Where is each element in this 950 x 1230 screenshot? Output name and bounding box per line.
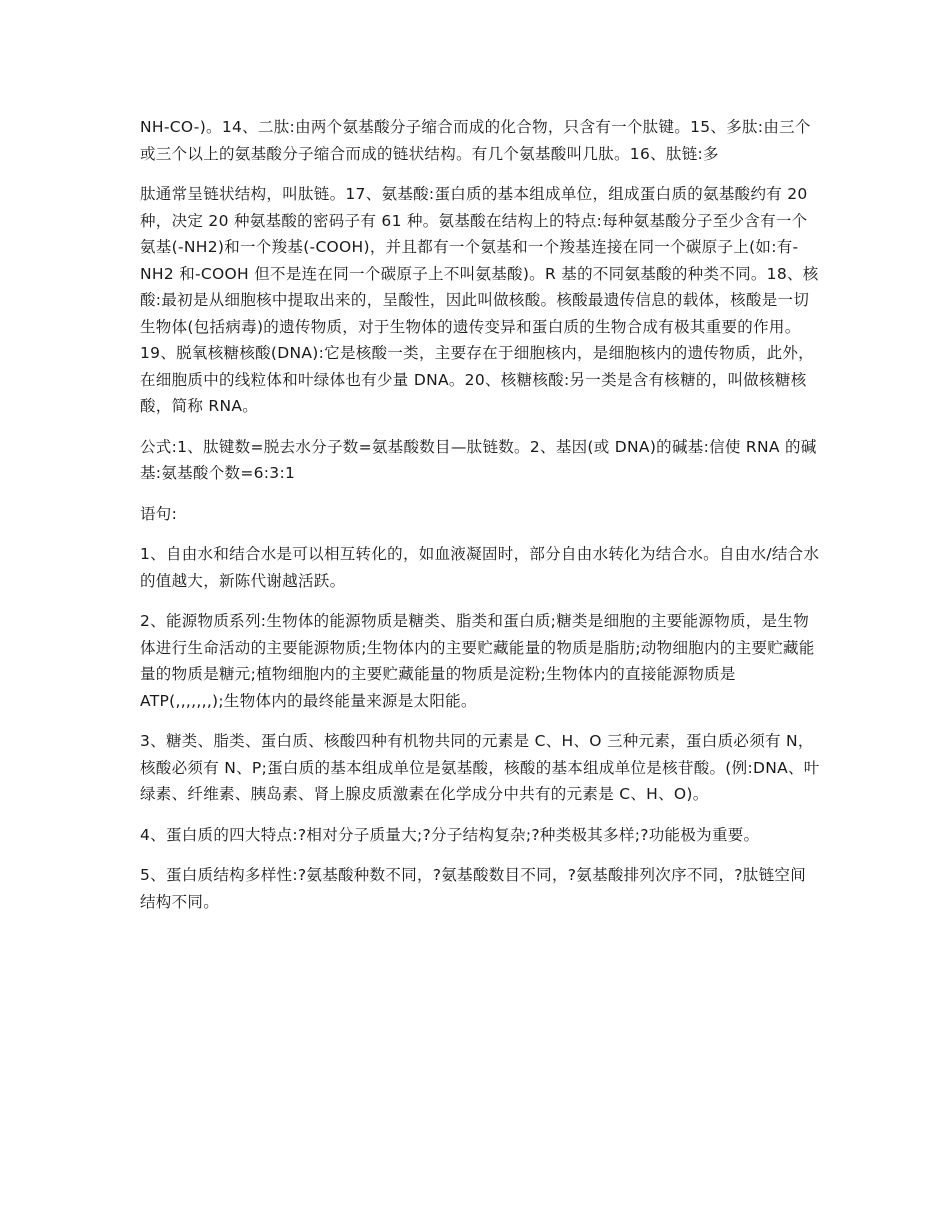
document-page [140, 114, 820, 929]
paragraph-amino-acid-nucleic-acid: 肽通常呈链状结构，叫肽链。17、氨基酸:蛋白质的基本组成单位，组成蛋白质的氨基酸约有 20 种，决定 20 种氨基酸的密码子有 61 种。氨基酸在结构上的特点:每种氨基酸分子至少含有一个氨基(-NH2)和一个羧基(-COOH)，并且都有一个氨基和一个羧基连接在同一个碳原子上(如:有-NH2 和-COOH 但不是连在同一个碳原子上不叫氨基酸)。R 基的不同氨基酸的种类不同。18、核酸:最初是从细胞核中提取出来的，呈酸性，因此叫做核酸。核酸最遗传信息的载体，核酸是一切生物体(包括病毒)的遗传物质，对于生物体的遗传变异和蛋白质的生物合成有极其重要的作用。19、脱氧核糖核酸(DNA):它是核酸一类，主要存在于细胞核内，是细胞核内的遗传物质，此外，在细胞质中的线粒体和叶绿体也有少量 DNA。20、核糖核酸:另一类是含有核糖的，叫做核糖核酸，简称 RNA。 [140, 185, 819, 415]
statement-item-1: 1、自由水和结合水是可以相互转化的，如血液凝固时，部分自由水转化为结合水。自由水/结合水的值越大，新陈代谢越活跃。 [140, 545, 820, 590]
section-heading-statements: 语句: [140, 504, 178, 523]
statement-item-5: 5、蛋白质结构多样性:?氨基酸种数不同，?氨基酸数目不同，?氨基酸排列次序不同，?肽链空间结构不同。 [140, 866, 806, 911]
statement-item-2: 2、能源物质系列:生物体的能源物质是糖类、脂类和蛋白质;糖类是细胞的主要能源物质，是生物体进行生命活动的主要能源物质;生物体内的主要贮藏能量的物质是脂肪;动物细胞内的主要贮藏能量的物质是糖元;植物细胞内的主要贮藏能量的物质是淀粉;生物体内的直接能源物质是 ATP(,,,,,,,);生物体内的最终能量来源是太阳能。 [140, 612, 815, 710]
paragraph-formulas: 公式:1、肽键数=脱去水分子数=氨基酸数目—肽链数。2、基因(或 DNA)的碱基:信使 RNA 的碱基:氨基酸个数=6:3:1 [140, 437, 817, 482]
statement-item-3: 3、糖类、脂类、蛋白质、核酸四种有机物共同的元素是 C、H、O 三种元素，蛋白质必须有 N，核酸必须有 N、P;蛋白质的基本组成单位是氨基酸，核酸的基本组成单位是核苷酸。(例:DNA、叶绿素、纤维素、胰岛素、肾上腺皮质激素在化学成分中共有的元素是 C、H、O)。 [140, 732, 820, 803]
paragraph-peptide-definitions: NH-CO-)。14、二肽:由两个氨基酸分子缩合而成的化合物，只含有一个肽键。15、多肽:由三个或三个以上的氨基酸分子缩合而成的链状结构。有几个氨基酸叫几肽。16、肽链:多 [140, 118, 811, 163]
statement-item-4: 4、蛋白质的四大特点:?相对分子质量大;?分子结构复杂;?种类极其多样;?功能极为重要。 [140, 825, 760, 844]
